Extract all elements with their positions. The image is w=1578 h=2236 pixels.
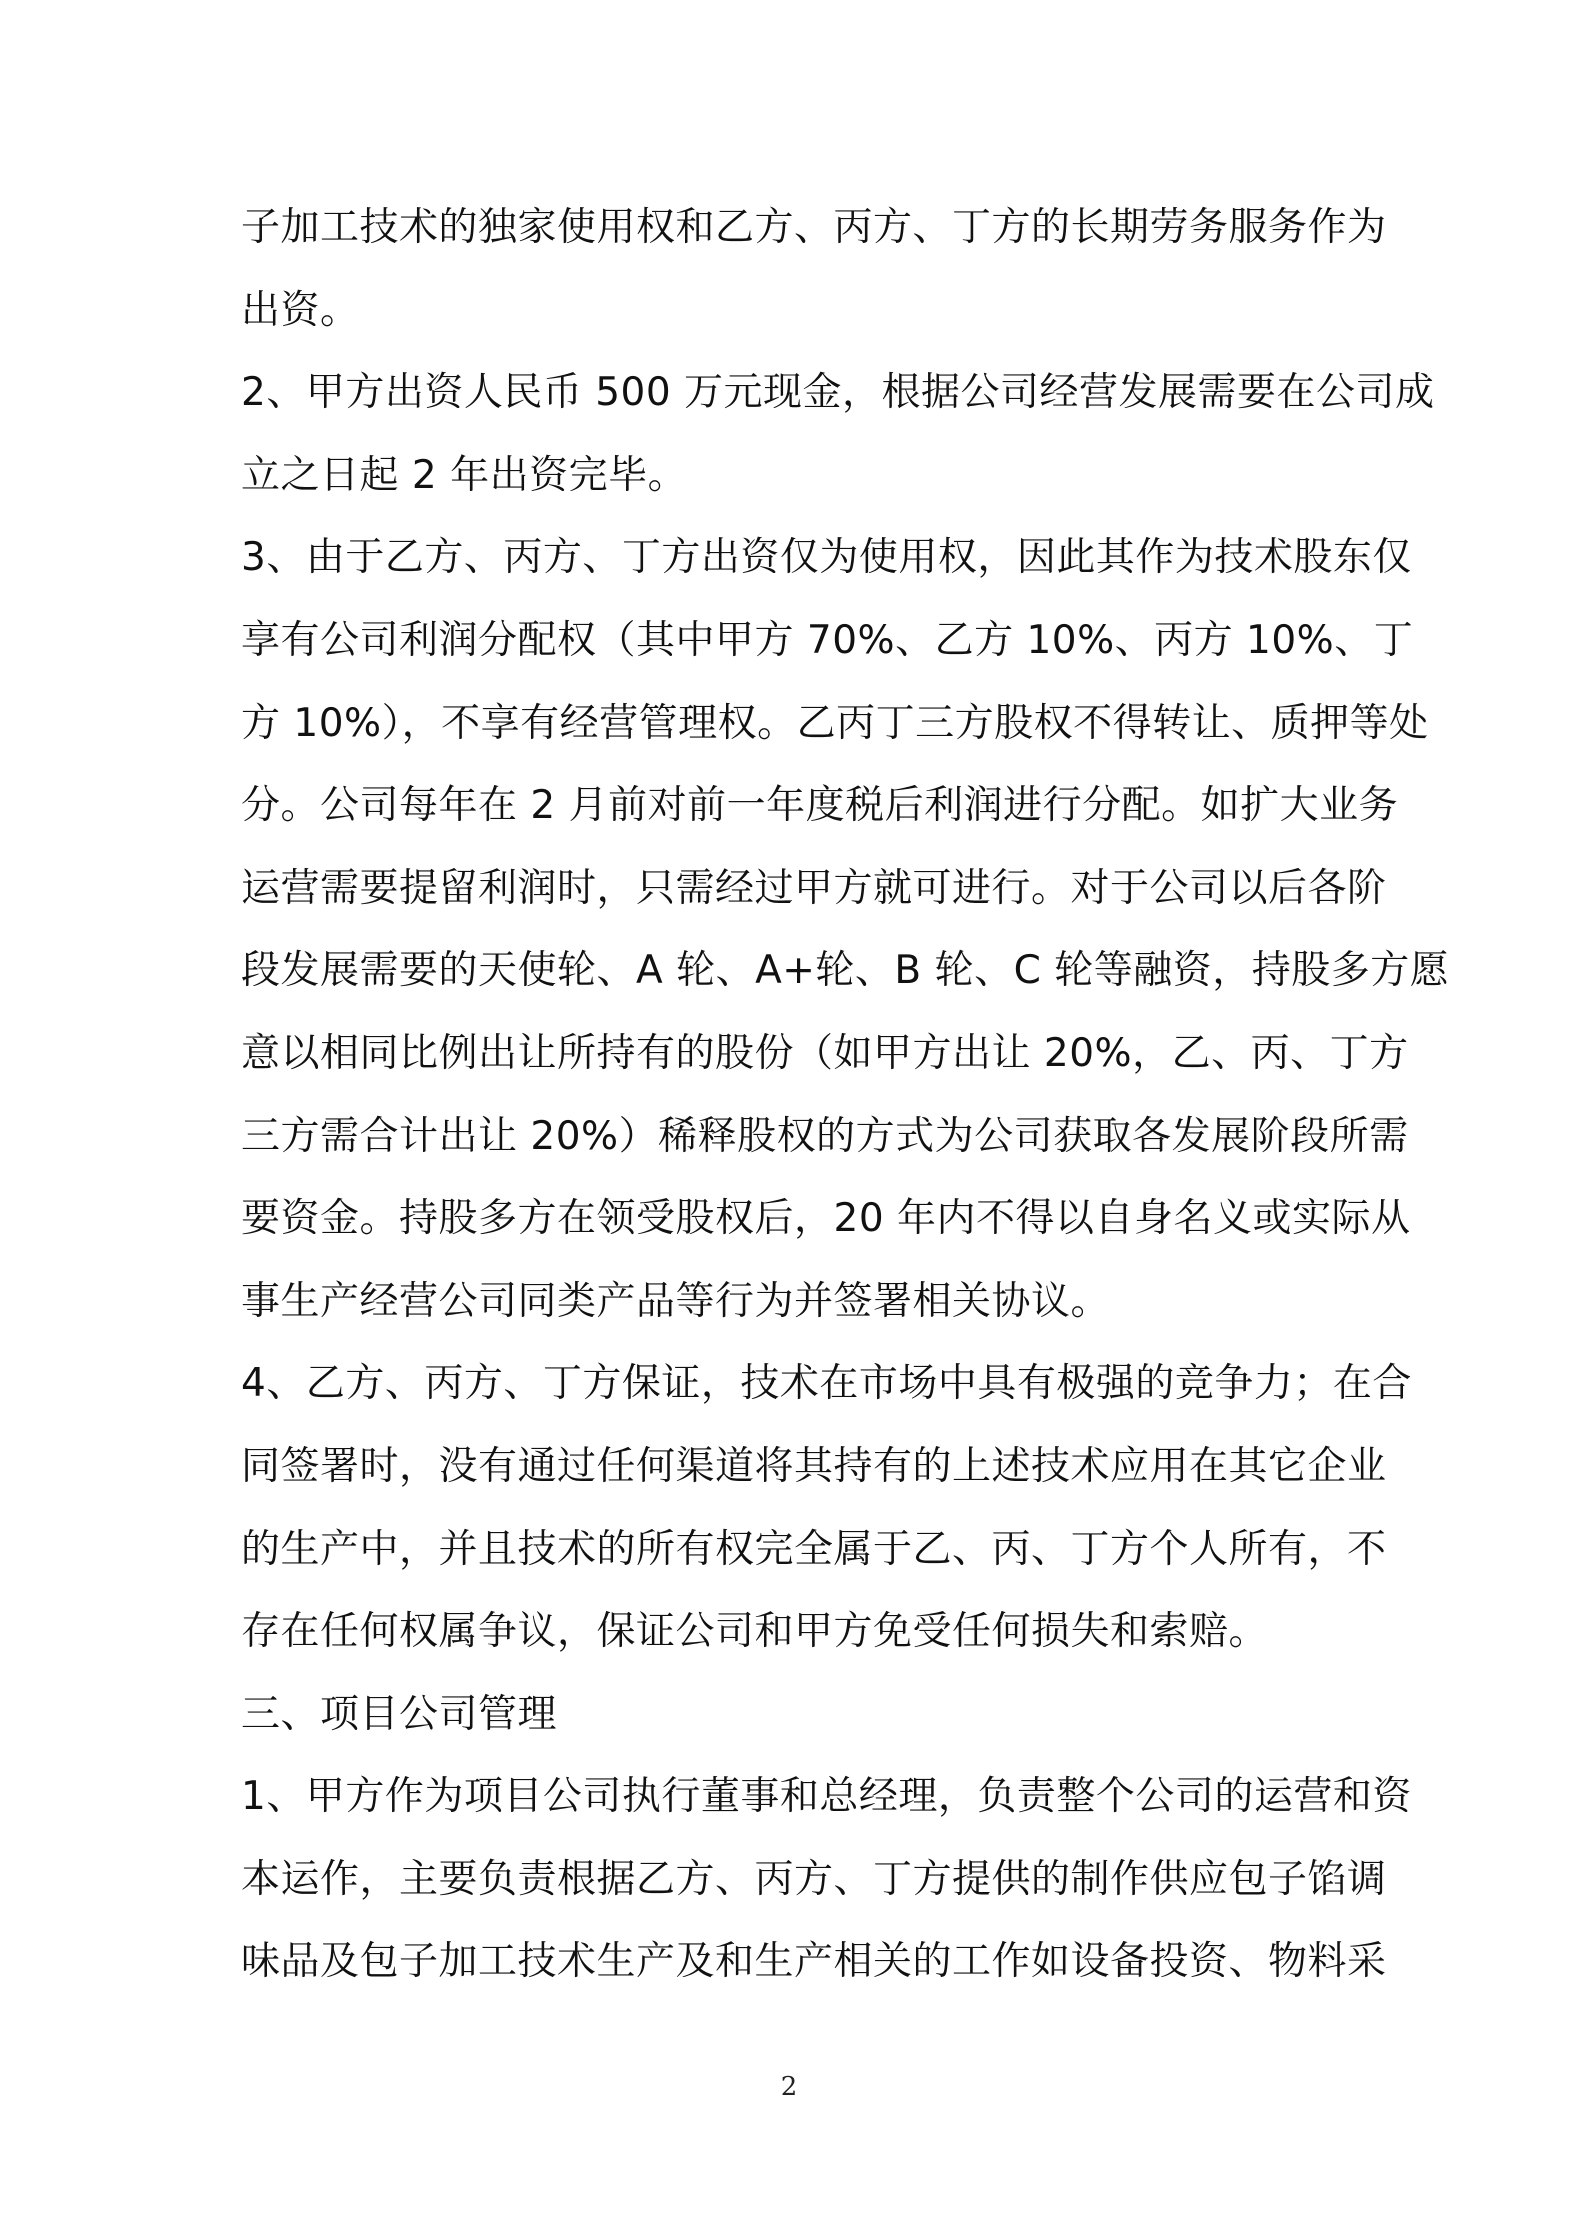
text-line: 出资。 [241, 287, 360, 333]
text-line: 方 10%），不享有经营管理权。乙丙丁三方股权不得转让、质押等处 [241, 700, 1429, 746]
text-line: 的生产中，并且技术的所有权完全属于乙、丙、丁方个人所有，不 [241, 1526, 1387, 1572]
text-line: 事生产经营公司同类产品等行为并签署相关协议。 [241, 1278, 1111, 1324]
text-line: 1、甲方作为项目公司执行董事和总经理，负责整个公司的运营和资 [241, 1774, 1412, 1820]
page-number: 2 [780, 2072, 798, 2102]
text-line: 味品及包子加工技术生产及和生产相关的工作如设备投资、物料采 [241, 1939, 1387, 1985]
text-line: 同签署时，没有通过任何渠道将其持有的上述技术应用在其它企业 [241, 1443, 1387, 1489]
text-line: 意以相同比例出让所持有的股份（如甲方出让 20%，乙、丙、丁方 [241, 1030, 1409, 1076]
text-line: 子加工技术的独家使用权和乙方、丙方、丁方的长期劳务服务作为 [241, 205, 1387, 250]
text-line: 立之日起 2 年出资完毕。 [241, 452, 688, 498]
text-line: 享有公司利润分配权（其中甲方 70%、乙方 10%、丙方 10%、丁 [241, 617, 1414, 663]
document-body [241, 187, 1450, 2004]
section-heading: 三、项目公司管理 [241, 1691, 558, 1737]
text-line: 三方需合计出让 20%）稀释股权的方式为公司获取各发展阶段所需 [241, 1113, 1409, 1159]
text-line: 2、甲方出资人民币 500 万元现金，根据公司经营发展需要在公司成 [241, 370, 1435, 416]
text-line: 段发展需要的天使轮、A 轮、A+轮、B 轮、C 轮等融资，持股多方愿 [241, 948, 1450, 994]
text-line: 3、由于乙方、丙方、丁方出资仅为使用权，因此其作为技术股东仅 [241, 535, 1412, 581]
text-line: 要资金。持股多方在领受股权后，20 年内不得以自身名义或实际从 [241, 1196, 1411, 1242]
text-line: 分。公司每年在 2 月前对前一年度税后利润进行分配。如扩大业务 [241, 783, 1399, 829]
text-line: 存在任何权属争议，保证公司和甲方免受任何损失和索赔。 [241, 1609, 1269, 1655]
text-line: 本运作，主要负责根据乙方、丙方、丁方提供的制作供应包子馅调 [241, 1856, 1387, 1902]
text-line: 运营需要提留利润时，只需经过甲方就可进行。对于公司以后各阶 [241, 865, 1387, 911]
text-line: 4、乙方、丙方、丁方保证，技术在市场中具有极强的竞争力；在合 [241, 1361, 1412, 1407]
